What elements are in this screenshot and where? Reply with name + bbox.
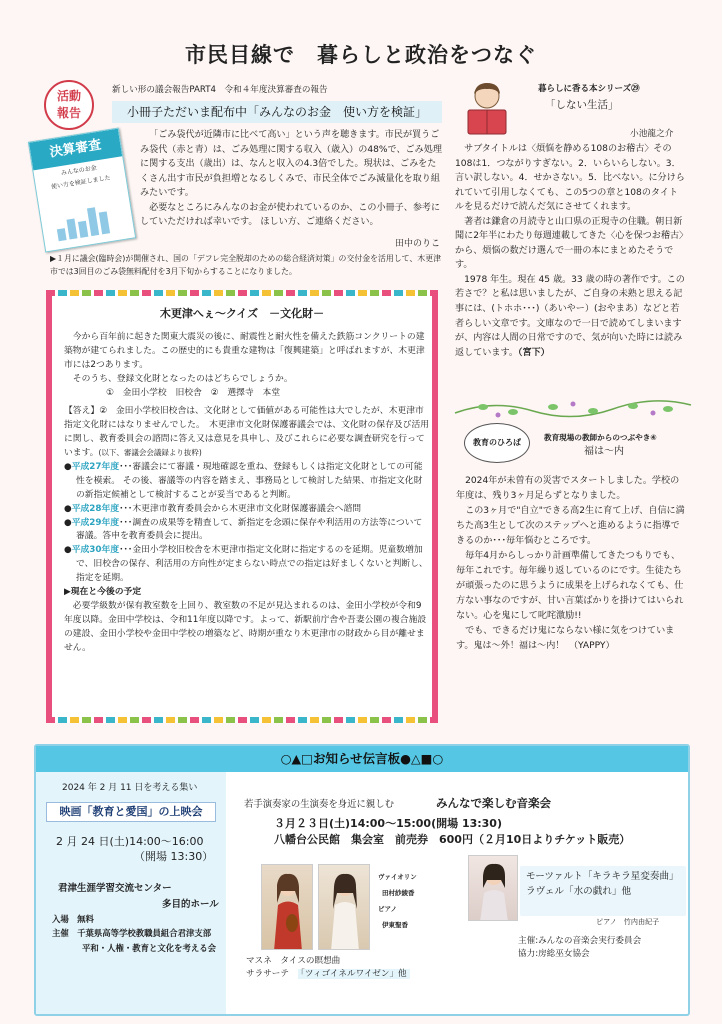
book-signature: （宮下） <box>517 347 550 358</box>
stamp-line-1: 活動 <box>56 89 81 103</box>
event-film-admission: 入場 無料 <box>52 914 94 924</box>
quiz-item-text: ･･･調査の成果等を精査して、新指定を念頭に保存や利活用の方法等について審議。答申を教育委員会に提出。 <box>76 517 423 542</box>
quiz-title: 木更津へぇ～クイズ －文化財－ <box>159 307 325 320</box>
event-film-venue-room: 多目的ホール <box>162 899 219 911</box>
event-concert-date: ３月２３日(土)14:00～15:00(開場 13:30) <box>274 817 502 830</box>
quiz-box <box>46 290 438 723</box>
report-headline: 小冊子ただいま配布中「みんなのお金 使い方を検証」 <box>112 101 442 123</box>
booklet-line: 使い方を検証しました <box>50 174 111 191</box>
event-concert-title: みんなで楽しむ音楽会 <box>436 796 551 810</box>
booklet-title: 決算審査 <box>29 129 122 170</box>
education-paragraph: 2024年が未曽有の災害でスタートしました。学校の年度は、残り3ヶ月足らずとなりました。 <box>456 476 680 501</box>
event-concert-venue: 八幡台公民館 集会室 前売券 600円（２月10日よりチケット販売） <box>274 832 631 846</box>
event-film-venue-name: 君津生涯学習交流センター <box>58 883 172 894</box>
quiz-answer-text: 【答え】② 金田小学校旧校舎は、文化財として価値がある可能性は大でしたが、木更津市指定文化財にはなりませんでした。 木更津市文化財保護審議会では、文化財の保存及び活用に関し、教育委員会の諮問に答え又は意見を具申し、及びこれらに必要な調査研究を行っています。 <box>64 406 430 459</box>
performer-list <box>378 869 417 933</box>
quiz-item-text: ･･･審議会にて審議・現地確認を重ね、登録もしくは指定文化財としての可能性を模索。 その後、審議等の内容を踏まえ、事務局として検討した結果、市指定文化財の新指定候補として検討することが妥当であると判断。 <box>76 462 423 500</box>
quiz-current-heading: ▶現在と今後の予定 <box>64 587 142 598</box>
quiz-year: 平成28年度 <box>71 503 120 514</box>
performer-name: 伊東聖香 <box>382 921 408 929</box>
event-film-venue <box>58 881 219 913</box>
booklet-line: みんなのお金 <box>60 164 98 177</box>
event-film-details <box>52 912 216 955</box>
book-paragraph <box>455 273 687 360</box>
report-paragraph: 必要なところにみんなのお金が使われているのか、この小冊子、参考にしていただければ幸いです。 ほしい方、ご連絡ください。 <box>140 202 441 228</box>
quiz-answer-note: (以下、審議会会議録より抜粋) <box>98 448 202 458</box>
quiz-year: 平成30年度 <box>71 545 120 556</box>
event-concert-schedule <box>274 816 630 847</box>
report-paragraph: 「ごみ袋代が近隣市に比べて高い」という声を聴きます。市民が買うごみ袋代（赤と青）は、ごみ処理に関する収入（歳入）の48%で、ごみ処理に関する支出（歳出）は、なんと収入の4.3倍でした。現状は、ごみをたくさん出す市民が負担増となるしくみで、市民全体でごみ減量化を取り組みたいです。 <box>140 130 442 199</box>
program-composer: サラサーテ <box>246 969 289 980</box>
education-title: 福は～内 <box>584 446 624 457</box>
program-list-1 <box>246 955 410 982</box>
book-title: 「しない生活」 <box>545 99 619 111</box>
activity-report-stamp <box>44 80 94 130</box>
program-song: モーツァルト「キラキラ星変奏曲」 <box>526 871 679 882</box>
book-paragraph: サブタイトルは〈煩悩を静める108のお稽古〉その108は1．つながりすぎない。2．いらいらしない。3．言い訳しない。4．せかさない。5．比べない。に分けられていて引用しなくても、この5つの章と108のタイトルを見るだけで読んだ気にさせてくれます。 <box>455 144 685 213</box>
book-author: 小池龍之介 <box>630 129 674 139</box>
event-film-host-2: 平和・人権・教育と文化を考える会 <box>82 942 216 953</box>
performer-role: ヴァイオリン <box>378 873 417 881</box>
quiz-options: ① 金田小学校 旧校舎 ② 選擇寺 本堂 <box>106 387 281 398</box>
vine-decoration <box>453 395 693 423</box>
notice-board <box>34 744 690 1016</box>
program-list-2 <box>526 869 679 900</box>
pianist-2-photo <box>468 855 518 921</box>
performer-name: 田村紗綾香 <box>382 889 415 897</box>
reading-person-illustration <box>462 80 512 138</box>
book-paragraph-text: 1978 年生。現在 45 歳。33 歳の時の著作です。この若さで？と私は思いましたが、ご自身の未熟と思える記事には、(トホホ･･･)（あいやー）(おやまあ）などと若者らしい文章です。文庫なので一日で読めてしまいますが、内容は人間の日常ですので、気が向いた時には読み返しています。 <box>455 274 685 358</box>
quiz-history-item: ●平成27年度･･･審議会にて審議・現地確認を重ね、登録もしくは指定文化財としての可能性を模索。 その後、審議等の内容を踏まえ、事務局として検討した結果、市指定文化財の新指定候補として検討することが妥当であると判断。 <box>64 462 423 500</box>
quiz-question: そのうち、登録文化財となったのはどちらでしょうか。 <box>72 373 293 384</box>
book-body <box>455 142 687 360</box>
quiz-intro: 今から百年前に起きた関東大震災の後に、耐震性と耐火性を備えた鉄筋コンクリートの建築物が建てられました。この歴史的にも貴重な建物は「復興建築」と呼ばれますが、木更津市には2つあります。 <box>64 332 425 370</box>
program-song: ラヴェル「水の戯れ」他 <box>526 886 632 898</box>
quiz-history-item: ●平成30年度･･･金田小学校旧校舎を木更津市指定文化財に指定するのを延期。児童数増加で、旧校舎の保存、利活用の方向性が定まらない時点での指定は好ましくないと判断し、指定を延期。 <box>64 545 428 584</box>
program-song: マスネ タイスの瞑想曲 <box>246 956 341 966</box>
education-badge: 教育のひろば <box>464 423 530 463</box>
book-paragraph: 著者は鎌倉の月読寺と山口県の正現寺の住職。朝日新聞に2年半にわたり毎週連載してきた〈心を保つお稽古〉から、煩悩の数だけ選んで一冊の本にまとめたそうです。 <box>455 216 684 271</box>
quiz-year: 平成27年度 <box>71 462 120 473</box>
stamp-line-2: 報告 <box>56 106 81 120</box>
quiz-answer <box>64 405 430 461</box>
event-concert-intro: 若手演奏家の生演奏を身近に親しむ <box>244 799 395 810</box>
program-piece: 「ツィゴイネルワイゼン」他 <box>298 969 410 979</box>
event-film-host-label: 主催 <box>52 928 69 939</box>
quiz-body <box>64 331 430 655</box>
event-film-datetime: 2 月 24 日(土)14:00～16:00 <box>56 835 204 848</box>
pianist-credit: ピアノ 竹内由紀子 <box>596 917 660 926</box>
quiz-history-item: ●平成29年度･･･調査の成果等を精査して、新指定を念頭に保存や利活用の方法等について審議。答申を教育委員会に提出。 <box>64 517 423 542</box>
event-film-intro: 2024 年 2 月 11 日を考える集い <box>62 783 198 793</box>
booklet-cover-image <box>28 127 136 252</box>
event-film-date <box>56 834 213 865</box>
quiz-year: 平成29年度 <box>71 517 120 528</box>
program-song <box>246 968 410 981</box>
education-series: 教育現場の教師からのつぶやき④ <box>544 433 657 442</box>
pianist-photo <box>318 864 370 950</box>
quiz-item-text: ･･･木更津市教育委員会から木更津市文化財保護審議会へ諮問 <box>119 503 362 514</box>
booklet-bar-graphic <box>53 198 120 241</box>
book-series: 暮らしに香る本シリーズ㉙ <box>538 84 640 94</box>
report-body <box>140 128 442 230</box>
education-signature: （YAPPY） <box>573 641 615 651</box>
violinist-photo <box>261 864 313 950</box>
notice-board-title: ○▲□お知らせ伝言板●△■○ <box>36 746 688 772</box>
event-concert-host: 主催:みんなの音楽会実行委員会 <box>518 936 642 946</box>
report-series: 新しい形の議会報告PART4 令和４年度決算審査の報告 <box>112 85 328 95</box>
event-film-open: （開場 13:30） <box>134 850 214 864</box>
event-concert-support: 協力:房総巫女協会 <box>518 949 590 960</box>
performer-role: ピアノ <box>378 905 397 913</box>
quiz-item-text: ･･･金田小学校旧校舎を木更津市指定文化財に指定するのを延期。児童数増加で、旧校舎の保存、利活用の方向性が定まらない時点での指定は好ましくないと判断し、指定を延期。 <box>76 545 428 584</box>
event-film-title: 映画「教育と愛国」の上映会 <box>46 802 216 822</box>
education-body <box>456 474 688 654</box>
event-film-host-1: 千葉県高等学校教職員組合君津支部 <box>77 928 212 939</box>
event-concert-organizers <box>518 935 641 962</box>
quiz-current-text: 必要学級数が保有教室数を上回り、教室数の不足が見込まれるのは、金田小学校が令和9年度以降。金田中学校は、令和11年度以降です。よって、新駅前庁舎や吾妻公園の複合施設の建設、金田小学校や金田中学校の増築など、時期が重なり木更津市の財政から目が離せません。 <box>64 600 427 653</box>
quiz-history-item: ●平成28年度･･･木更津市教育委員会から木更津市文化財保護審議会へ諮問 <box>64 503 362 514</box>
report-signature: 田中のりこ <box>395 239 441 249</box>
event-film-host <box>52 926 216 940</box>
education-paragraph-text: でも、できるだけ鬼にならない様に気をつけています。鬼は～外！福は～内！ <box>456 626 675 651</box>
page-title: 市民目線で 暮らしと政治をつなぐ <box>185 43 537 67</box>
report-note: ▶１月に議会(臨時会)が開催され、国の「デフレ完全脱却のための総合経済対策」の交付金を活用して、木更津市では3回目のごみ袋無料配付を3月下旬からすることになりました。 <box>50 254 441 276</box>
education-paragraph: この3ヶ月で"自立"できる高2生に育て上げ、自信に満ちた高3生として次のステップへと進めるように指導できるのか･･･毎年悩むところです。 <box>456 506 685 546</box>
education-paragraph <box>456 624 688 654</box>
education-paragraph: 毎年4月からしっかり計画準備してきたつもりでも、毎年これです。毎年繰り返しているのにです。生徒たちが頑張ったのに思うように成果を上げられなくても、仕方ない事なのですが、甘い言葉ばかりを掛けてはいられない。心を鬼にして叱咤激励!! <box>456 551 684 621</box>
